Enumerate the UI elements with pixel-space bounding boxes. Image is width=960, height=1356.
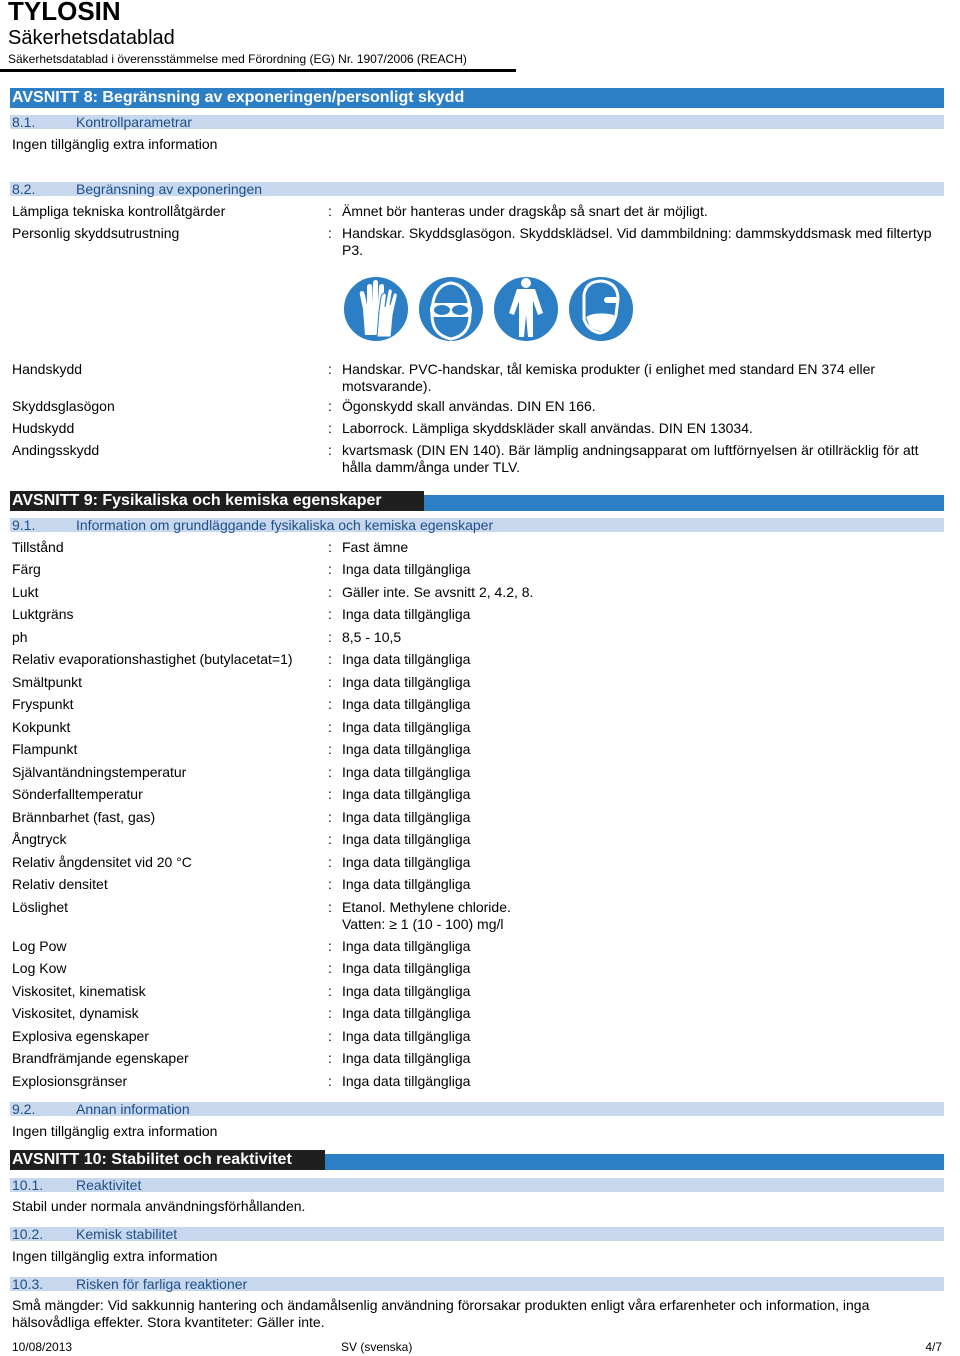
property-value-line: Inga data tillgängliga	[342, 1028, 471, 1044]
property-label: Självantändningstemperatur	[12, 764, 187, 780]
colon-separator: :	[328, 696, 332, 712]
colon-separator: :	[328, 809, 332, 825]
property-value-line: Inga data tillgängliga	[342, 960, 471, 976]
property-value-line: Inga data tillgängliga	[342, 651, 471, 667]
property-value-line: Inga data tillgängliga	[342, 809, 471, 825]
property-value	[342, 1073, 947, 1090]
property-label: Brandfrämjande egenskaper	[12, 1050, 189, 1066]
subsection-number: 8.1.	[12, 114, 36, 130]
subsection-title: Risken för farliga reaktioner	[76, 1276, 248, 1292]
property-value-line: Inga data tillgängliga	[342, 674, 471, 690]
footer-page-number: 4/7	[925, 1340, 942, 1354]
subsection-number: 9.1.	[12, 517, 36, 533]
property-label: Viskositet, dynamisk	[12, 1005, 139, 1021]
property-label: Löslighet	[12, 899, 69, 915]
colon-separator: :	[328, 361, 332, 377]
subsection-10-3-text: Små mängder: Vid sakkunnig hantering och ändamålsenlig användning förorsakar produkten enligt våra erfarenheter och information, inga hälsovådliga effekter. Stora kvantiteter: Gäller inte.	[12, 1297, 870, 1330]
subsection-10-2	[10, 1227, 944, 1241]
subsection-number: 10.1.	[12, 1177, 44, 1193]
colon-separator: :	[328, 629, 332, 645]
property-value-line: Inga data tillgängliga	[342, 1050, 471, 1066]
property-label: Explosionsgränser	[12, 1073, 128, 1089]
subsection-8-1-text: Ingen tillgänglig extra information	[12, 136, 218, 152]
property-value	[342, 606, 947, 623]
subsection-10-1	[10, 1178, 944, 1192]
property-value	[342, 876, 947, 893]
colon-separator: :	[328, 741, 332, 757]
property-value-line: Fast ämne	[342, 539, 409, 555]
gloves-icon	[341, 265, 411, 353]
document-title: TYLOSIN	[8, 0, 121, 26]
subsection-title: Information om grundläggande fysikaliska och kemiska egenskaper	[76, 517, 494, 533]
property-value	[342, 584, 947, 601]
property-label: Lukt	[12, 584, 39, 600]
subsection-10-3	[10, 1277, 944, 1291]
property-value	[342, 938, 947, 955]
colon-separator: :	[328, 938, 332, 954]
colon-separator: :	[328, 764, 332, 780]
section-8-header	[10, 88, 944, 108]
property-label: Personlig skyddsutrustning	[12, 225, 180, 241]
property-label: Handskydd	[12, 361, 83, 377]
property-value	[342, 651, 947, 668]
property-label: Skyddsglasögon	[12, 398, 115, 414]
colon-separator: :	[328, 1028, 332, 1044]
property-value	[342, 674, 947, 691]
property-label: Andingsskydd	[12, 442, 100, 458]
property-label: Log Kow	[12, 960, 67, 976]
property-label: Tillstånd	[12, 539, 64, 555]
property-value-line: Inga data tillgängliga	[342, 1073, 471, 1089]
property-label: Explosiva egenskaper	[12, 1028, 149, 1044]
property-value-line: Inga data tillgängliga	[342, 561, 471, 577]
property-value: Handskar. PVC-handskar, tål kemiska produkter (i enlighet med standard EN 374 eller motsvarande).	[342, 361, 876, 394]
property-value	[342, 764, 947, 781]
colon-separator: :	[328, 1005, 332, 1021]
property-label: Hudskydd	[12, 420, 75, 436]
property-value	[342, 809, 947, 826]
property-value	[342, 983, 947, 1000]
property-label: Flampunkt	[12, 741, 78, 757]
property-label: Viskositet, kinematisk	[12, 983, 146, 999]
header-divider	[0, 69, 516, 72]
colon-separator: :	[328, 1073, 332, 1089]
property-value	[342, 719, 947, 736]
document-subtitle: Säkerhetsdatablad	[8, 27, 175, 49]
colon-separator: :	[328, 584, 332, 600]
footer-language: SV (svenska)	[341, 1340, 413, 1354]
colon-separator: :	[328, 203, 332, 219]
property-value-line: Inga data tillgängliga	[342, 786, 471, 802]
property-value	[342, 1028, 947, 1045]
property-value-line: Inga data tillgängliga	[342, 1005, 471, 1021]
property-value	[342, 629, 947, 646]
property-value	[342, 960, 947, 977]
property-label: Brännbarhet (fast, gas)	[12, 809, 156, 825]
colon-separator: :	[328, 899, 332, 915]
section-9-header	[10, 491, 424, 511]
property-value: Ämnet bör hanteras under dragskåp så snart det är möjligt.	[342, 203, 708, 219]
protective-clothing-icon	[491, 265, 561, 353]
colon-separator: :	[328, 876, 332, 892]
property-value-line: Inga data tillgängliga	[342, 719, 471, 735]
colon-separator: :	[328, 398, 332, 414]
colon-separator: :	[328, 606, 332, 622]
subsection-9-1	[10, 518, 944, 532]
property-label: Relativ evaporationshastighet (butylacetat=1)	[12, 651, 293, 667]
property-value	[342, 1005, 947, 1022]
section-10-title: AVSNITT 10: Stabilitet och reaktivitet	[12, 1151, 292, 1168]
colon-separator: :	[328, 786, 332, 802]
property-label: Log Pow	[12, 938, 67, 954]
property-value-line: Inga data tillgängliga	[342, 696, 471, 712]
colon-separator: :	[328, 983, 332, 999]
goggles-icon	[416, 265, 486, 353]
property-value-line: Inga data tillgängliga	[342, 764, 471, 780]
property-label: Smältpunkt	[12, 674, 83, 690]
property-value-line: Gäller inte. Se avsnitt 2, 4.2, 8.	[342, 584, 534, 600]
colon-separator: :	[328, 831, 332, 847]
property-value: Ögonskydd skall användas. DIN EN 166.	[342, 398, 596, 414]
footer-date: 10/08/2013	[12, 1340, 73, 1354]
property-value: kvartsmask (DIN EN 140). Bär lämplig andningsapparat om luftförnyelsen är otillräcklig för att hålla damm/ånga under TLV.	[342, 442, 919, 475]
colon-separator: :	[328, 854, 332, 870]
subsection-8-1	[10, 115, 944, 129]
subsection-number: 10.3.	[12, 1276, 44, 1292]
subsection-9-2	[10, 1102, 944, 1116]
section-bar-extension	[424, 495, 944, 511]
property-label: Kokpunkt	[12, 719, 71, 735]
colon-separator: :	[328, 1050, 332, 1066]
property-label: ph	[12, 629, 28, 645]
subsection-number: 9.2.	[12, 1101, 36, 1117]
section-bar-extension	[325, 1154, 944, 1170]
colon-separator: :	[328, 674, 332, 690]
property-value-line: Inga data tillgängliga	[342, 854, 471, 870]
property-value: Laborrock. Lämpliga skyddskläder skall användas. DIN EN 13034.	[342, 420, 753, 436]
section-10-header	[10, 1150, 325, 1170]
property-label: Färg	[12, 561, 41, 577]
colon-separator: :	[328, 442, 332, 458]
subsection-8-2	[10, 182, 944, 196]
property-value-line: Inga data tillgängliga	[342, 983, 471, 999]
subsection-title: Reaktivitet	[76, 1177, 142, 1193]
colon-separator: :	[328, 225, 332, 241]
property-value	[342, 786, 947, 803]
property-value-line: Inga data tillgängliga	[342, 938, 471, 954]
colon-separator: :	[328, 420, 332, 436]
subsection-9-2-text: Ingen tillgänglig extra information	[12, 1123, 218, 1139]
property-value	[342, 741, 947, 758]
property-value	[342, 561, 947, 578]
regulation-line: Säkerhetsdatablad i överensstämmelse med Förordning (EG) Nr. 1907/2006 (REACH)	[8, 52, 467, 66]
property-value	[342, 899, 947, 933]
property-value-line: Inga data tillgängliga	[342, 741, 471, 757]
property-value: Handskar. Skyddsglasögon. Skyddsklädsel. Vid dammbildning: dammskyddsmask med filtertyp P3.	[342, 225, 932, 258]
property-label: Sönderfalltemperatur	[12, 786, 143, 802]
subsection-title: Kontrollparametrar	[76, 114, 192, 130]
dust-mask-icon	[566, 265, 636, 353]
property-value	[342, 831, 947, 848]
subsection-number: 8.2.	[12, 181, 36, 197]
section-9-title: AVSNITT 9: Fysikaliska och kemiska egenskaper	[12, 492, 382, 509]
section-8-title: AVSNITT 8: Begränsning av exponeringen/personligt skydd	[12, 89, 465, 106]
property-label: Luktgräns	[12, 606, 74, 622]
property-label: Relativ densitet	[12, 876, 108, 892]
property-value-line: 8,5 - 10,5	[342, 629, 402, 645]
property-value	[342, 539, 947, 556]
subsection-title: Kemisk stabilitet	[76, 1226, 178, 1242]
property-value-line: Etanol. Methylene chloride.	[342, 899, 511, 915]
colon-separator: :	[328, 719, 332, 735]
property-value-line: Inga data tillgängliga	[342, 606, 471, 622]
property-value	[342, 1050, 947, 1067]
property-value	[342, 854, 947, 871]
property-value-line: Inga data tillgängliga	[342, 876, 471, 892]
property-value	[342, 696, 947, 713]
subsection-number: 10.2.	[12, 1226, 44, 1242]
colon-separator: :	[328, 561, 332, 577]
colon-separator: :	[328, 651, 332, 667]
subsection-title: Annan information	[76, 1101, 190, 1117]
subsection-10-1-text: Stabil under normala användningsförhållanden.	[12, 1198, 306, 1214]
property-label: Relativ ångdensitet vid 20 °C	[12, 854, 192, 870]
colon-separator: :	[328, 960, 332, 976]
subsection-10-2-text: Ingen tillgänglig extra information	[12, 1248, 218, 1264]
property-value-line: Inga data tillgängliga	[342, 831, 471, 847]
subsection-title: Begränsning av exponeringen	[76, 181, 263, 197]
property-label: Fryspunkt	[12, 696, 74, 712]
colon-separator: :	[328, 539, 332, 555]
property-value-line: Vatten: ≥ 1 (10 - 100) mg/l	[342, 916, 504, 932]
property-label: Ångtryck	[12, 831, 67, 847]
property-label: Lämpliga tekniska kontrollåtgärder	[12, 203, 226, 219]
